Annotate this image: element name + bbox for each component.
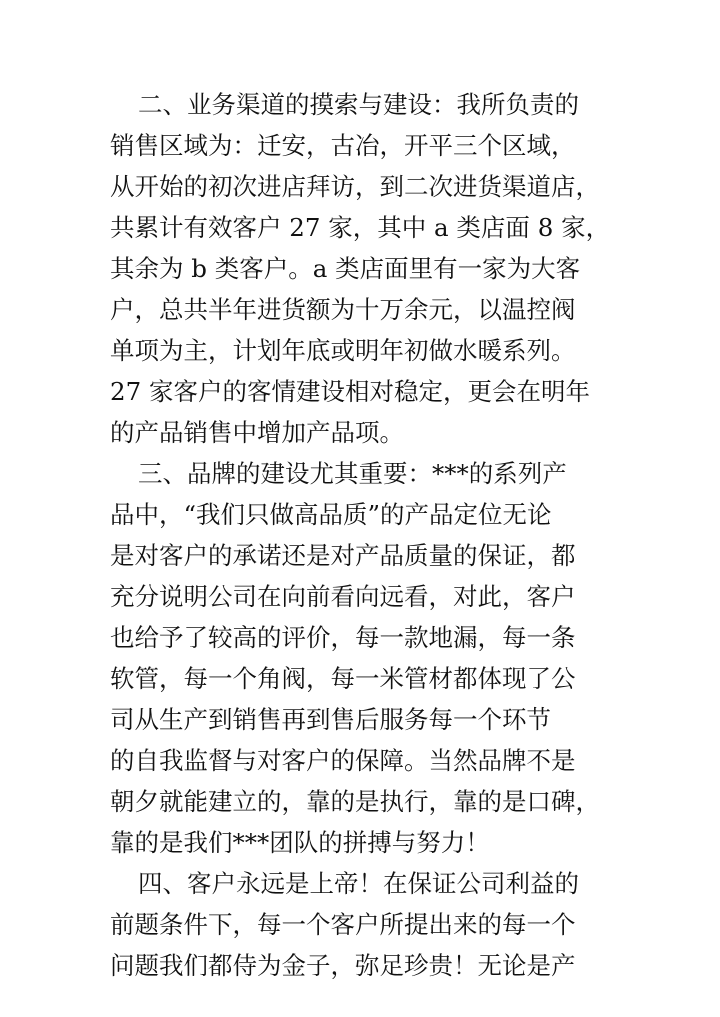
text-line: 共累计有效客户 27 家，其中 a 类店面 8 家， bbox=[110, 213, 611, 242]
text-line: 的自我监督与对客户的保障。当然品牌不是 bbox=[110, 746, 576, 775]
text-line: 司从生产到销售再到售后服务每一个环节 bbox=[110, 705, 551, 734]
text-line: 四、客户永远是上帝！在保证公司利益的 bbox=[138, 869, 579, 898]
text-line: 充分说明公司在向前看向远看，对此，客户 bbox=[110, 582, 576, 611]
text-line: 其余为 b 类客户。a 类店面里有一家为大客 bbox=[110, 254, 581, 283]
text-line: 二、业务渠道的摸索与建设：我所负责的 bbox=[138, 90, 579, 119]
paragraph-brand-building bbox=[110, 453, 610, 863]
text-line: 销售区域为：迁安，古冶，开平三个区域， bbox=[110, 131, 576, 160]
text-line: 27 家客户的客情建设相对稳定，更会在明年 bbox=[110, 377, 590, 406]
text-line: 从开始的初次进店拜访，到二次进货渠道店， bbox=[110, 172, 600, 201]
text-line: 品中，“我们只做高品质”的产品定位无论 bbox=[110, 500, 552, 529]
text-line: 软管，每一个角阀，每一米管材都体现了公 bbox=[110, 664, 576, 693]
text-line: 也给予了较高的评价，每一款地漏，每一条 bbox=[110, 623, 576, 652]
paragraph-customer-first bbox=[110, 863, 610, 986]
text-line: 朝夕就能建立的，靠的是执行，靠的是口碑， bbox=[110, 787, 600, 816]
text-line: 靠的是我们***团队的拼搏与努力！ bbox=[110, 828, 490, 857]
text-line: 前题条件下，每一个客户所提出来的每一个 bbox=[110, 910, 576, 939]
text-line: 是对客户的承诺还是对产品质量的保证，都 bbox=[110, 541, 576, 570]
text-line: 三、品牌的建设尤其重要：***的系列产 bbox=[138, 459, 567, 488]
text-line: 单项为主，计划年底或明年初做水暖系列。 bbox=[110, 336, 576, 365]
text-line: 的产品销售中增加产品项。 bbox=[110, 418, 404, 447]
document-body bbox=[110, 84, 610, 986]
text-line: 户，总共半年进货额为十万余元，以温控阀 bbox=[110, 295, 576, 324]
text-line: 问题我们都侍为金子，弥足珍贵！无论是产 bbox=[110, 951, 576, 980]
paragraph-business-channels bbox=[110, 84, 610, 453]
